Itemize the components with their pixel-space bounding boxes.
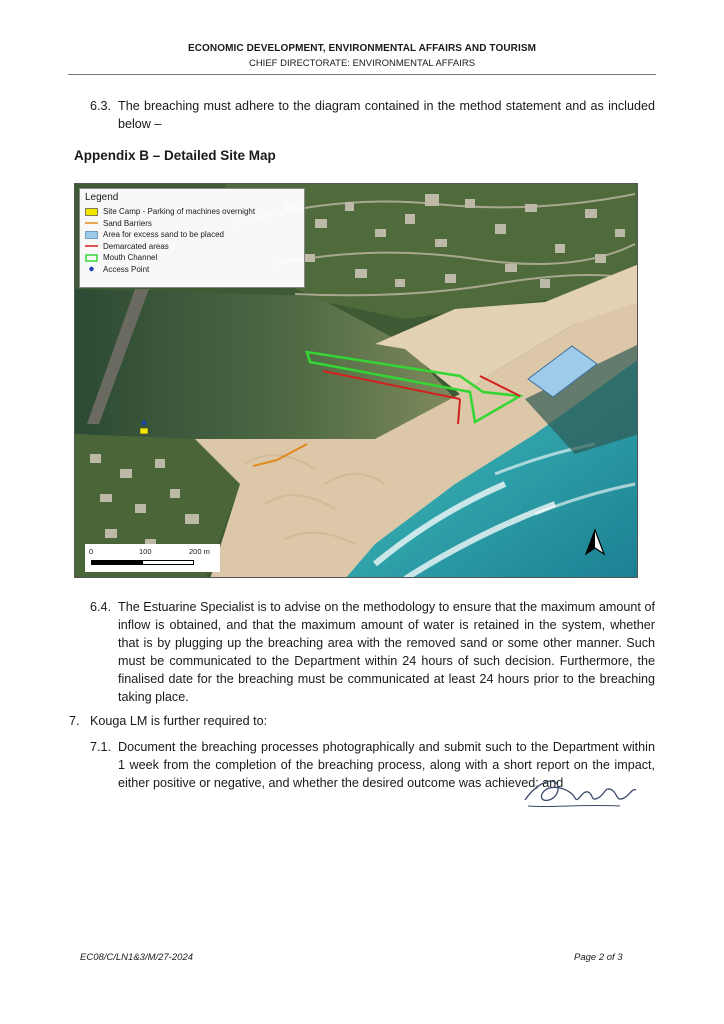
legend-label: Mouth Channel [103,253,158,263]
document-reference: EC08/C/LN1&3/M/27-2024 [80,952,194,963]
page-number: Page 2 of 3 [574,952,623,963]
legend-item-mouth-channel [85,252,299,264]
directorate-header: CHIEF DIRECTORATE: ENVIRONMENTAL AFFAIRS [248,58,476,69]
scale-bar [85,544,220,572]
paragraph-number: 6.4. [90,600,112,614]
legend-item-access-point [85,264,299,276]
scale-label-0: 0 [89,547,94,556]
paragraph-text: Kouga LM is further required to: [90,714,268,728]
paragraph-7 [69,712,655,730]
legend-title: Legend [85,192,119,203]
legend-item-demarcated-areas [85,241,299,253]
sand-barriers-swatch [85,219,98,227]
legend-label: Sand Barriers [103,218,152,228]
paragraph-number: 6.3. [90,99,112,113]
legend-item-excess-sand-area [85,229,299,241]
scale-label-200: 200 m [189,547,210,556]
paragraph-text: The Estuarine Specialist is to advise on the methodology to ensure that the maximum amount of inflow is obtained, and that the maximum amount of water is retained in the system, whether that is by plugging up the breaching area with the removed sand or some other manner. Such must be communicated to the Department within 24 hours of such decision. Furthermore, the finalised date for the breaching must be communicated at least 24 hours prior to the breaching taking place. [118,600,655,704]
handwritten-signature [520,768,640,818]
paragraph-6-4 [90,598,655,706]
paragraph-number: 7. [69,714,80,728]
legend-label: Area for excess sand to be placed [103,230,224,240]
site-map [74,183,638,578]
access-point-swatch [85,265,98,273]
paragraph-6-3 [90,97,655,133]
demarcated-swatch [85,242,98,250]
scale-segment-black [91,560,143,565]
scale-label-100: 100 [139,547,152,556]
paragraph-text: The breaching must adhere to the diagram contained in the method statement and as included below – [118,99,655,131]
legend-label: Access Point [103,264,150,274]
mouth-channel-swatch [85,254,98,262]
paragraph-number: 7.1. [90,740,112,754]
map-legend [79,188,305,288]
department-header: ECONOMIC DEVELOPMENT, ENVIRONMENTAL AFFAIRS AND TOURISM [187,43,537,54]
paragraph-text: Document the breaching processes photographically and submit such to the Department within 1 week from the completion of the breaching process, along with a short report on the impact, either positive or negative, and whether the desired outcome was achieved; and [118,740,655,790]
site-camp-swatch [85,208,98,216]
legend-label: Demarcated areas [103,241,169,251]
scale-segment-white [142,560,194,565]
header-divider [68,74,656,75]
legend-item-site-camp [85,206,299,218]
legend-item-sand-barriers [85,218,299,230]
legend-label: Site Camp - Parking of machines overnight [103,207,256,217]
appendix-title: Appendix B – Detailed Site Map [74,148,276,163]
excess-sand-swatch [85,231,98,239]
